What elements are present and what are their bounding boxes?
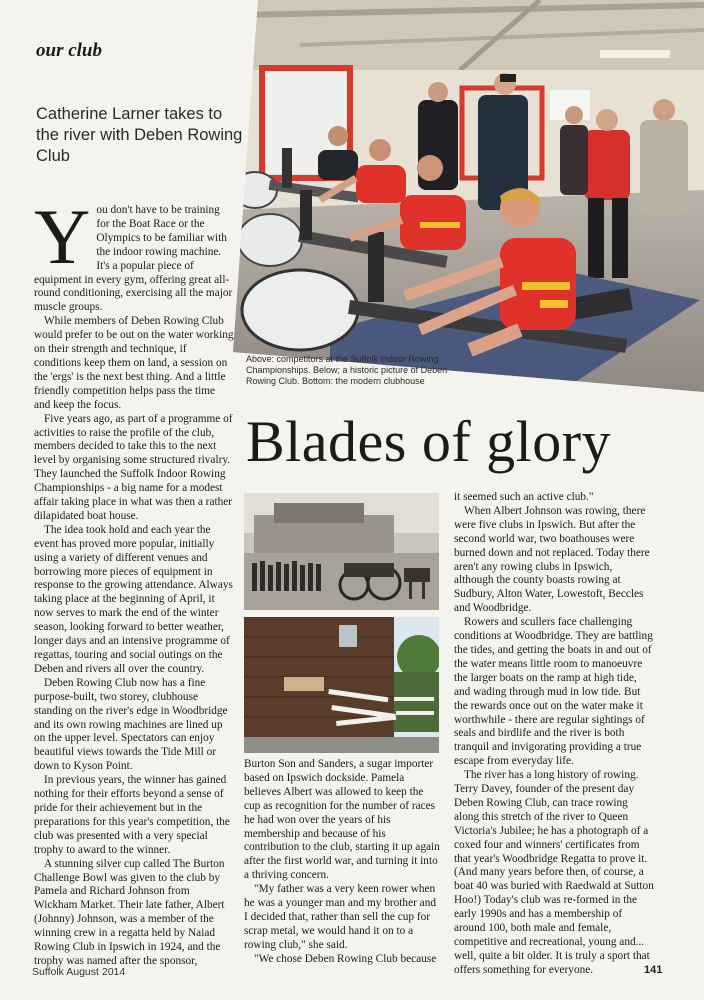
article-paragraph: "We chose Deben Rowing Club because — [254, 952, 437, 965]
article-paragraph: Burton Son and Sanders, a sugar importer based on Ipswich dockside. Pamela believes Albert was allowed to keep the cup as recognition for the number of races he had won over the years of his membership and because of his contribution to the club, starting it up again after the first world war, and turning it into a thriving concern. — [244, 758, 440, 882]
article-column-2 — [244, 758, 442, 967]
drop-cap: Y — [34, 193, 91, 280]
headline: Blades of glory — [246, 409, 612, 474]
clubhouse-photo — [244, 617, 439, 753]
article-paragraph: A stunning silver cup called The Burton Challenge Bowl was given to the club by Pamela and Richard Johnson from Wickham Market. Their late father, Albert (Johnny) Johnson, was a member of the winning crew in a regatta held by Naiad Rowing Club in Ipswich in 1924, and the trophy was named after the sponsor, — [34, 857, 225, 967]
article-paragraph: While members of Deben Rowing Club would prefer to be out on the water working on their strength and technique, if conditions keep them on land, a session on the 'ergs' is the next best thing. And a little friendly competition helps pass the time and keep the focus. — [34, 315, 234, 411]
article-paragraph: In previous years, the winner has gained nothing for their efforts beyond a sense of pride for their achievement but in the preparations for this year's competition, the club was presented with a very special trophy to award to the winner. — [34, 774, 230, 856]
article-paragraph: When Albert Johnson was rowing, there were five clubs in Ipswich. But after the second world war, two boathouses were burned down and not replaced. Today there aren't any rowing clubs in Ipswich, although the county boasts rowing at Sudbury, Alton Water, Lowestoft, Beccles and Woodbridge. — [454, 504, 650, 615]
article-column-1 — [34, 193, 234, 969]
historic-club-photo — [244, 493, 439, 610]
section-tag: our club — [36, 40, 102, 61]
article-paragraph: it seemed such an active club." — [454, 491, 594, 503]
intro-text: ou don't have to be training for the Boat Race or the Olympics to be familiar with the indoor rowing machine. It's a popular piece of equipment in every gym, offering great all-round conditioning, exercising all the major muscle groups. — [34, 204, 233, 314]
article-paragraph: Five years ago, as part of a programme of activities to raise the profile of the club, members decided to take this to the next level by organising some structured rivalry. They launched the Suffolk Indoor Rowing Championships - a big name for a modest affair taking place in what was then a rather dilapidated boat house. — [34, 412, 233, 522]
publication-issue: Suffolk August 2014 — [32, 966, 126, 978]
article-paragraph: Deben Rowing Club now has a fine purpose-built, two storey, clubhouse standing on the river's edge in Woodbridge and its own rowing machines are lined up on the upper level. Spectators can enjoy beautiful views towards the Tide Mill or down to Kyson Point. — [34, 676, 228, 773]
intro-paragraph — [34, 193, 234, 315]
page-number: 141 — [644, 964, 663, 976]
photo-caption: Above: competitors at the Suffolk Indoor Rowing Championships. Below; a historic picture of Deben Rowing Club. Bottom: the modern clubhouse — [246, 354, 448, 386]
standfirst: Catherine Larner takes to the river with Deben Rowing Club — [36, 105, 243, 165]
article-paragraph: The idea took hold and each year the event has proved more popular, initially using a variety of different venues and borrowing more pieces of equipment in response to the growing attendance. Always taking place at the beginning of April, it now serves to mark the end of the winter season, looking forward to better weather, longer days and an intensive programme of regattas, touring and social outings on the Deben and rivers all over the country. — [34, 523, 233, 675]
article-paragraph: "My father was a very keen rower when he was a younger man and my brother and I decided that, rather than sell the cup for scrap metal, we would hand it on to a rowing club," she said. — [244, 883, 436, 951]
article-paragraph: Rowers and scullers face challenging conditions at Woodbridge. They are battling the tides, and getting the boats in and out of the water means little room to manoeuvre the larger boats on the ramp at high tide, and wading through mud in low tide. But the rewards once out on the water make it worthwhile - there are regular sightings of seals and birdlife and the river is both tranquil and invigorating providing a true escape from everyday life. — [454, 616, 653, 768]
article-column-3 — [454, 491, 654, 978]
article-paragraph: The river has a long history of rowing. Terry Davey, founder of the present day Deben Rowing Club, can trace rowing along this stretch of the river to Queen Victoria's Jubilee; he has a photograph of a coxed four and winners' certificates from that year's Woodbridge Regatta to prove it. (And many years before then, of course, a boat 40 was buried with Raedwald at Sutton Hoo!) Today's club was re-formed in the early 1990s and has a membership of around 100, both male and female, competitive and recreational, young and... well, quite a bit older. It is truly a sport that offers something for everyone. — [454, 769, 654, 976]
